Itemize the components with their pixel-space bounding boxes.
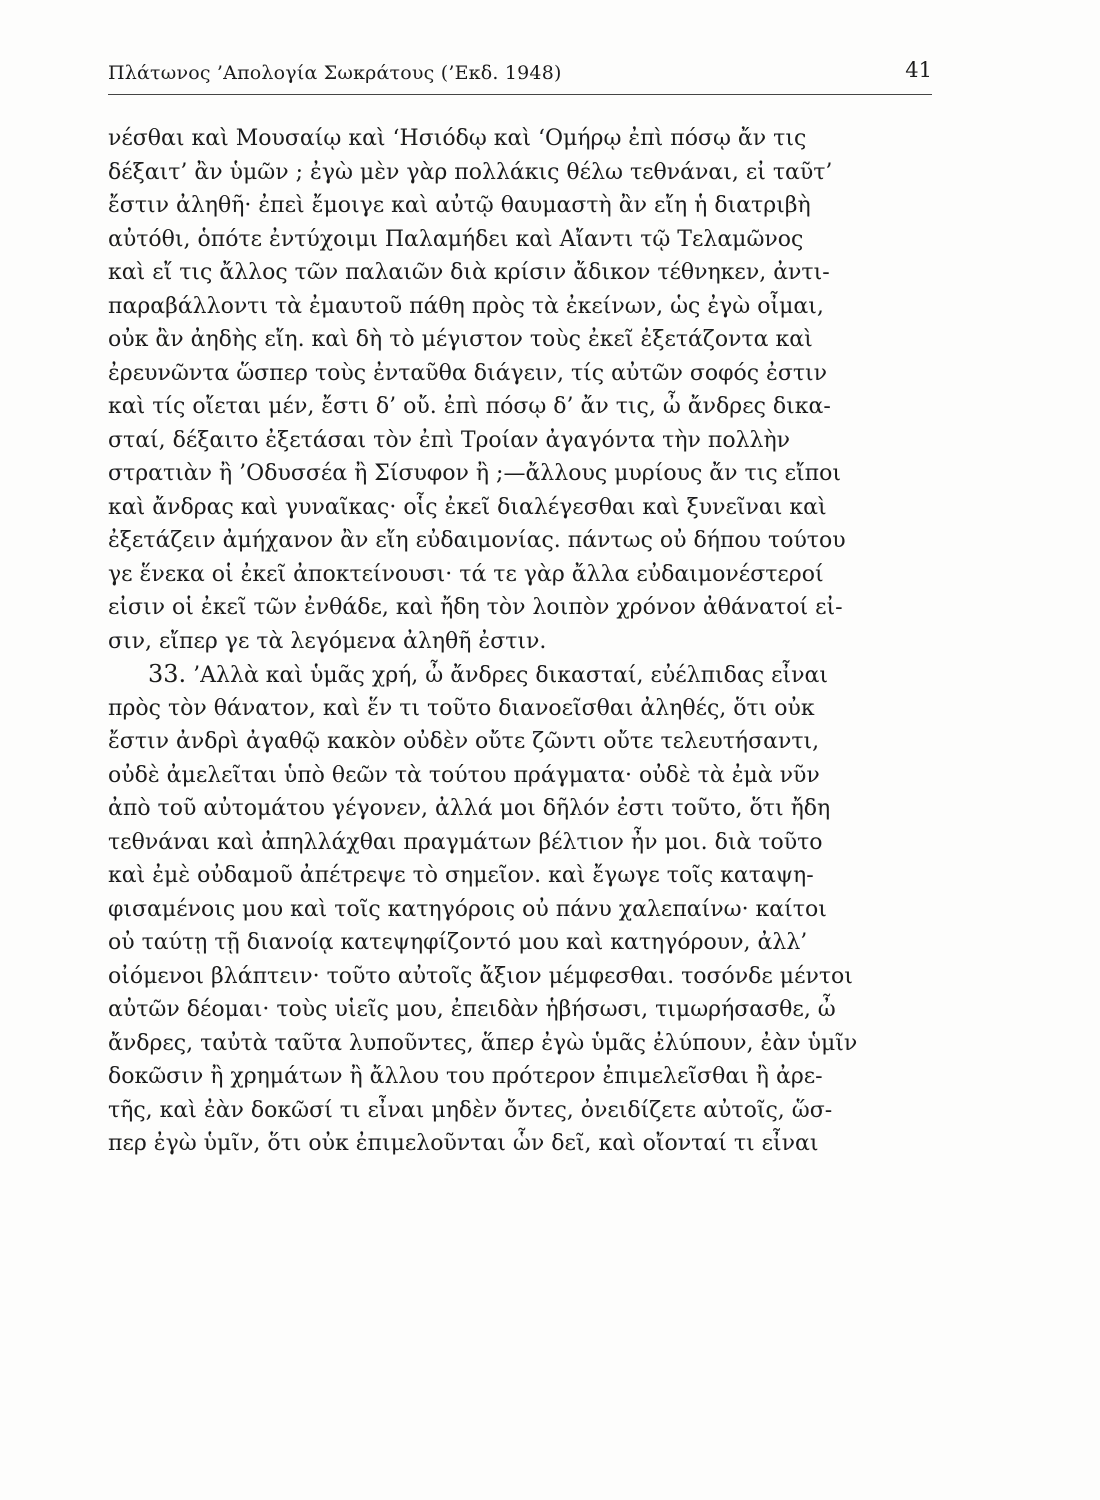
- text-line: καὶ ἐμὲ οὐδαμοῦ ἀπέτρεψε τὸ σημεῖον. καὶ ἔγωγε τοῖς καταψη-: [108, 863, 814, 888]
- text-line: τεθνάναι καὶ ἀπηλλάχθαι πραγμάτων βέλτιον ἦν μοι. διὰ τοῦτο: [108, 829, 823, 855]
- text-line: καὶ εἴ τις ἄλλος τῶν παλαιῶν διὰ κρίσιν ἄδικον τέθνηκεν, ἀντι-: [108, 260, 830, 285]
- section-first-line-text: ’Αλλὰ καὶ ὑμᾶς χρή, ὦ ἄνδρες δικασταί, εὐέλπιδας εἶναι: [193, 663, 828, 688]
- text-line: οὐ ταύτῃ τῇ διανοίᾳ κατεψηφίζοντό μου καὶ κατηγόρουν, ἀλλ’: [108, 930, 808, 955]
- section-start-line: [108, 658, 938, 692]
- section-number: 33.: [148, 660, 187, 688]
- text-line: εἰσιν οἱ ἐκεῖ τῶν ἐνθάδε, καὶ ἤδη τὸν λοιπὸν χρόνον ἀθάνατοί εἰ-: [108, 595, 843, 620]
- header-rule: [108, 94, 932, 95]
- text-line: ἐρευνῶντα ὥσπερ τοὺς ἐνταῦθα διάγειν, τίς αὐτῶν σοφός ἐστιν: [108, 360, 828, 386]
- running-header: [108, 58, 932, 90]
- text-line: οὐδὲ ἀμελεῖται ὑπὸ θεῶν τὰ τούτου πράγματα· οὐδὲ τὰ ἐμὰ νῦν: [108, 762, 820, 788]
- text-line: παραβάλλοντι τὰ ἐμαυτοῦ πάθη πρὸς τὰ ἐκείνων, ὡς ἐγὼ οἶμαι,: [108, 293, 824, 319]
- text-line: νέσθαι καὶ Μουσαίῳ καὶ ‘Ησιόδῳ καὶ ‘Ομήρῳ ἐπὶ πόσῳ ἄν τις: [108, 126, 807, 151]
- text-line: γε ἕνεκα οἱ ἐκεῖ ἀποκτείνουσι· τά τε γὰρ ἄλλα εὐδαιμονέστεροί: [108, 561, 824, 587]
- text-line: οἰόμενοι βλάπτειν· τοῦτο αὐτοῖς ἄξιον μέμφεσθαι. τοσόνδε μέντοι: [108, 963, 853, 989]
- text-line: καὶ ἄνδρας καὶ γυναῖκας· οἷς ἐκεῖ διαλέγεσθαι καὶ ξυνεῖναι καὶ: [108, 494, 827, 520]
- text-line: αὐτῶν δέομαι· τοὺς υἱεῖς μου, ἐπειδὰν ἡβήσωσι, τιμωρήσασθε, ὦ: [108, 997, 836, 1022]
- text-line: σιν, εἴπερ γε τὰ λεγόμενα ἀληθῆ ἐστιν.: [108, 628, 547, 654]
- text-line: καὶ τίς οἴεται μέν, ἔστι δ’ οὔ. ἐπὶ πόσῳ δ’ ἄν τις, ὦ ἄνδρες δικα-: [108, 394, 831, 419]
- text-line: δοκῶσιν ἢ χρημάτων ἢ ἄλλου του πρότερον ἐπιμελεῖσθαι ἢ ἀρε-: [108, 1064, 823, 1089]
- text-line: δέξαιτ’ ἂν ὑμῶν ; ἐγὼ μὲν γὰρ πολλάκις θέλω τεθνάναι, εἰ ταῦτ’: [108, 159, 833, 185]
- text-line: ἀπὸ τοῦ αὐτομάτου γέγονεν, ἀλλά μοι δῆλόν ἐστι τοῦτο, ὅτι ἤδη: [108, 796, 831, 821]
- running-title: Πλάτωνος ’Απολογία Σωκράτους (’Εκδ. 1948): [108, 62, 562, 84]
- body-text: [108, 122, 938, 1161]
- text-line: ἔστιν ἀνδρὶ ἀγαθῷ κακὸν οὐδὲν οὔτε ζῶντι οὔτε τελευτήσαντι,: [108, 729, 820, 754]
- text-line: ἔστιν ἀληθῆ· ἐπεὶ ἔμοιγε καὶ αὐτῷ θαυμαστὴ ἂν εἴη ἡ διατριβὴ: [108, 193, 811, 218]
- text-line: φισαμένοις μου καὶ τοῖς κατηγόροις οὐ πάνυ χαλεπαίνω· καίτοι: [108, 896, 827, 922]
- text-line: πρὸς τὸν θάνατον, καὶ ἕν τι τοῦτο διανοεῖσθαι ἀληθές, ὅτι οὐκ: [108, 695, 815, 721]
- text-line: σταί, δέξαιτο ἐξετάσαι τὸν ἐπὶ Τροίαν ἀγαγόντα τὴν πολλὴν: [108, 427, 791, 453]
- text-line: περ ἐγὼ ὑμῖν, ὅτι οὐκ ἐπιμελοῦνται ὧν δεῖ, καὶ οἴονταί τι εἶναι: [108, 1131, 819, 1156]
- text-line: οὐκ ἂν ἀηδὴς εἴη. καὶ δὴ τὸ μέγιστον τοὺς ἐκεῖ ἐξετάζοντα καὶ: [108, 327, 813, 352]
- page-number: 41: [905, 58, 932, 82]
- text-line: ἄνδρες, ταὐτὰ ταῦτα λυποῦντες, ἅπερ ἐγὼ ὑμᾶς ἐλύπουν, ἐὰν ὑμῖν: [108, 1030, 858, 1056]
- text-line: τῆς, καὶ ἐὰν δοκῶσί τι εἶναι μηδὲν ὄντες, ὀνειδίζετε αὐτοῖς, ὥσ-: [108, 1097, 833, 1123]
- text-line: αὐτόθι, ὁπότε ἐντύχοιμι Παλαμήδει καὶ Αἴαντι τῷ Τελαμῶνος: [108, 226, 804, 252]
- text-line: στρατιὰν ἢ ’Οδυσσέα ἢ Σίσυφον ἢ ;—ἄλλους μυρίους ἄν τις εἴποι: [108, 461, 841, 486]
- text-line: ἐξετάζειν ἀμήχανον ἂν εἴη εὐδαιμονίας. πάντως οὐ δήπου τούτου: [108, 528, 846, 553]
